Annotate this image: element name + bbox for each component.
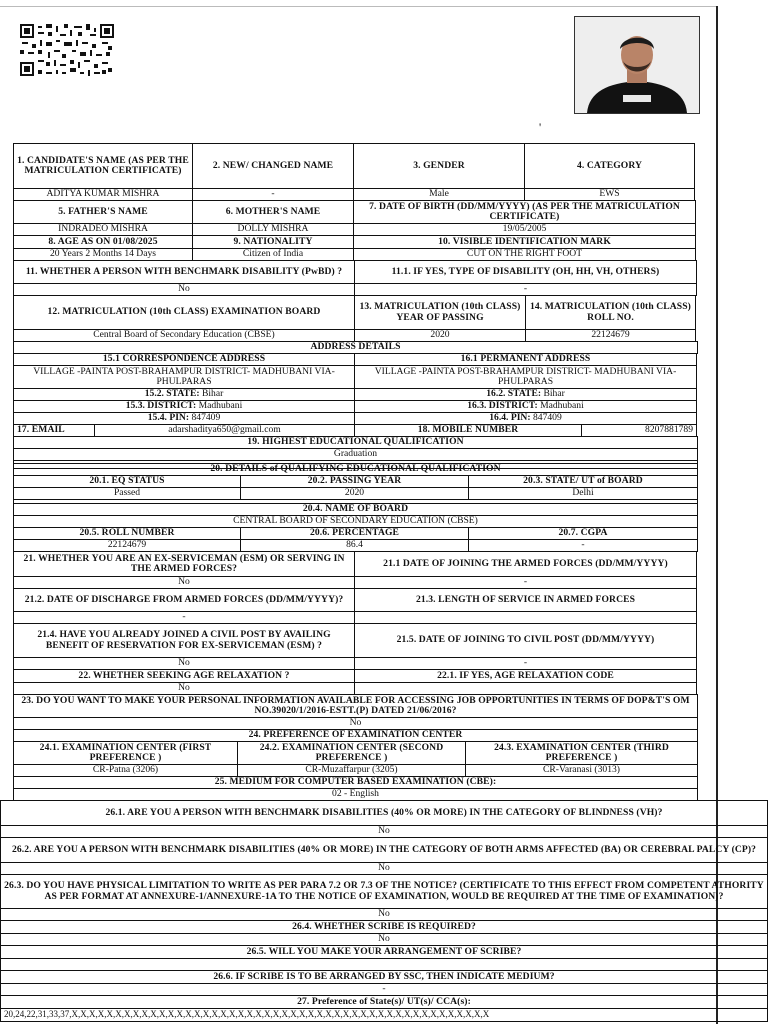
- scribe-medium-value: -: [0, 983, 768, 996]
- exam-center-first-header: 24.1. EXAMINATION CENTER (FIRST PREFERENCE ): [13, 741, 238, 765]
- highest-qualification-value: Graduation: [13, 448, 698, 461]
- exam-center-first-value: CR-Patna (3206): [13, 764, 238, 777]
- blindness-question-value: No: [0, 825, 768, 838]
- matric-roll-header: 14. MATRICULATION (10th CLASS) ROLL NO.: [525, 295, 696, 330]
- mobile-value: 8207881789: [581, 424, 697, 437]
- ex-serviceman-value: No: [13, 576, 355, 589]
- district-label: 16.3. DISTRICT:: [467, 400, 538, 412]
- cgpa-header: 20.7. CGPA: [468, 527, 698, 540]
- candidate-photo: [574, 16, 700, 114]
- exam-center-preference-header: 24. PREFERENCE OF EXAMINATION CENTER: [13, 729, 698, 742]
- page-border: [0, 6, 718, 7]
- candidate-name-value: ADITYA KUMAR MISHRA: [13, 188, 193, 201]
- exam-medium-value: 02 - English: [13, 788, 698, 801]
- father-name-value: INDRADEO MISHRA: [13, 223, 193, 236]
- armed-forces-joining-header: 21.1 DATE OF JOINING THE ARMED FORCES (DD/MM/YYYY): [354, 551, 697, 577]
- person-silhouette-icon: [575, 17, 699, 113]
- discharge-date-value: -: [13, 611, 355, 624]
- mobile-header: 18. MOBILE NUMBER: [354, 424, 582, 437]
- arms-cp-question-value: No: [0, 862, 768, 875]
- blindness-question-header: 26.1. ARE YOU A PERSON WITH BENCHMARK DISABILITIES (40% OR MORE) IN THE CATEGORY OF BLINDNESS (VH)?: [0, 800, 768, 826]
- district-label: 15.3. DISTRICT:: [125, 400, 197, 412]
- pin-value: 847409: [191, 412, 221, 424]
- age-header: 8. AGE AS ON 01/08/2025: [13, 235, 193, 249]
- scribe-medium-header: 26.6. IF SCRIBE IS TO BE ARRANGED BY SSC, THEN INDICATE MEDIUM?: [0, 970, 768, 984]
- matric-roll-value: 22124679: [525, 329, 696, 342]
- nationality-value: Citizen of India: [192, 248, 354, 261]
- job-info-consent-header: 23. DO YOU WANT TO MAKE YOUR PERSONAL INFORMATION AVAILABLE FOR ACCESSING JOB OPPORTUNITIES IN TERMS OF DOP&T'S OM NO.39020/1/2016-ESTT.(P) DATED 21/06/2016?: [13, 694, 698, 718]
- highest-qualification-header: 19. HIGHEST EDUCATIONAL QUALIFICATION: [13, 436, 698, 449]
- exam-center-third-value: CR-Varanasi (3013): [465, 764, 698, 777]
- exam-center-second-header: 24.2. EXAMINATION CENTER (SECOND PREFERENCE ): [237, 741, 466, 765]
- state-preference-value: 20,24,22,31,33,37,X,X,X,X,X,X,X,X,X,X,X,X,X,X,X,X,X,X,X,X,X,X,X,X,X,X,X,X,X,X,X,X,X,X,X,X,X,X,X,X,X,X,X,X,X,X,X,X: [0, 1008, 768, 1022]
- passing-year-value: 2020: [240, 487, 469, 500]
- board-name-header: 20.4. NAME OF BOARD: [13, 503, 698, 516]
- board-state-value: Delhi: [468, 487, 698, 500]
- civil-post-header: 21.4. HAVE YOU ALREADY JOINED A CIVIL POST BY AVAILING BENEFIT OF RESERVATION FOR EX-SERVICEMAN (ESM) ?: [13, 623, 355, 658]
- age-relaxation-code-header: 22.1. IF YES, AGE RELAXATION CODE: [354, 669, 697, 683]
- eq-status-header: 20.1. EQ STATUS: [13, 475, 241, 488]
- state-preference-header: 27. Preference of State(s)/ UT(s)/ CCA(s):: [0, 995, 768, 1009]
- dob-value: 19/05/2005: [353, 223, 696, 236]
- permanent-address-value: VILLAGE -PAINTA POST-BRAHAMPUR DISTRICT- MADHUBANI VIA-PHULPARAS: [354, 365, 697, 389]
- civil-post-value: No: [13, 657, 355, 670]
- matric-board-header: 12. MATRICULATION (10th CLASS) EXAMINATION BOARD: [13, 295, 355, 330]
- percentage-value: 86.4: [240, 539, 469, 552]
- permanent-address-header: 16.1 PERMANENT ADDRESS: [354, 353, 697, 366]
- civil-post-joining-value: -: [354, 657, 697, 670]
- arms-cp-question-header: 26.2. ARE YOU A PERSON WITH BENCHMARK DISABILITIES (40% OR MORE) IN THE CATEGORY OF BOTH ARMS AFFECTED (BA) OR CEREBRAL PALCY (CP)?: [0, 837, 768, 863]
- physical-limitation-value: No: [0, 908, 768, 921]
- state-value: Bihar: [201, 388, 224, 400]
- qualifying-details-header: 20. DETAILS of QUALIFYING EDUCATIONAL QUALIFICATION: [13, 463, 698, 476]
- passing-year-header: 20.2. PASSING YEAR: [240, 475, 469, 488]
- qr-code: [20, 24, 114, 76]
- percentage-header: 20.6. PERCENTAGE: [240, 527, 469, 540]
- pin-label: 16.4. PIN:: [489, 412, 531, 424]
- pin-label: 15.4. PIN:: [147, 412, 190, 424]
- pin-value: 847409: [532, 412, 562, 424]
- exam-medium-header: 25. MEDIUM FOR COMPUTER BASED EXAMINATION (CBE):: [13, 776, 698, 789]
- gender-value: Male: [353, 188, 525, 201]
- gender-header: 3. GENDER: [353, 143, 525, 189]
- pwbd-value: No: [13, 283, 355, 296]
- email-header: 17. EMAIL: [13, 424, 95, 437]
- age-relaxation-value: No: [13, 682, 355, 695]
- exam-center-third-header: 24.3. EXAMINATION CENTER (THIRD PREFERENCE ): [465, 741, 698, 765]
- age-value: 20 Years 2 Months 14 Days: [13, 248, 193, 261]
- category-header: 4. CATEGORY: [524, 143, 695, 189]
- armed-forces-joining-value: -: [354, 576, 697, 589]
- new-name-header: 2. NEW/ CHANGED NAME: [192, 143, 354, 189]
- identification-mark-header: 10. VISIBLE IDENTIFICATION MARK: [353, 235, 696, 249]
- disability-type-header: 11.1. IF YES, TYPE OF DISABILITY (OH, HH, VH, OTHERS): [354, 260, 697, 284]
- matric-board-value: Central Board of Secondary Education (CBSE): [13, 329, 355, 342]
- ex-serviceman-header: 21. WHETHER YOU ARE AN EX-SERVICEMAN (ESM) OR SERVING IN THE ARMED FORCES?: [13, 551, 355, 577]
- discharge-date-header: 21.2. DATE OF DISCHARGE FROM ARMED FORCES (DD/MM/YYYY)?: [13, 588, 355, 612]
- dob-header: 7. DATE OF BIRTH (DD/MM/YYYY) (AS PER THE MATRICULATION CERTIFICATE): [353, 200, 696, 224]
- scribe-required-header: 26.4. WHETHER SCRIBE IS REQUIRED?: [0, 920, 768, 934]
- scribe-arrangement-header: 26.5. WILL YOU MAKE YOUR ARRANGEMENT OF SCRIBE?: [0, 945, 768, 959]
- roll-number-value: 22124679: [13, 539, 241, 552]
- matric-year-value: 2020: [354, 329, 526, 342]
- state-label: 16.2. STATE:: [486, 388, 542, 400]
- state-label: 15.2. STATE:: [144, 388, 200, 400]
- length-of-service-header: 21.3. LENGTH OF SERVICE IN ARMED FORCES: [354, 588, 697, 612]
- candidate-name-header: 1. CANDIDATE'S NAME (AS PER THE MATRICULATION CERTIFICATE): [13, 143, 193, 189]
- father-name-header: 5. FATHER'S NAME: [13, 200, 193, 224]
- district-value: Madhubani: [540, 400, 584, 412]
- disability-type-value: -: [354, 283, 697, 296]
- age-relaxation-header: 22. WHETHER SEEKING AGE RELAXATION ?: [13, 669, 355, 683]
- application-details-table: [4, 143, 768, 1024]
- new-name-value: -: [192, 188, 354, 201]
- scribe-required-value: No: [0, 933, 768, 946]
- district-value: Madhubani: [198, 400, 243, 412]
- tick-mark: ': [539, 120, 542, 134]
- board-state-header: 20.3. STATE/ UT of BOARD: [468, 475, 698, 488]
- physical-limitation-header: 26.3. DO YOU HAVE PHYSICAL LIMITATION TO WRITE AS PER PARA 7.2 OR 7.3 OF THE NOTICE? (CERTIFICATE TO THIS EFFECT FROM COMPETENT ATHORITY AS PER FORMAT AT ANNEXURE-1/ANNEXURE-1A TO THE NOTICE OF EXAMINATION, WOULD BE REQUIRED AT THE TIME OF EXAMINATION)?: [0, 874, 768, 909]
- identification-mark-value: CUT ON THE RIGHT FOOT: [353, 248, 696, 261]
- job-info-consent-value: No: [13, 717, 698, 730]
- civil-post-joining-header: 21.5. DATE OF JOINING TO CIVIL POST (DD/MM/YYYY): [354, 623, 697, 658]
- matric-year-header: 13. MATRICULATION (10th CLASS) YEAR OF PASSING: [354, 295, 526, 330]
- category-value: EWS: [524, 188, 695, 201]
- email-value: adarshadityа650@gmail.com: [94, 424, 355, 437]
- mother-name-header: 6. MOTHER'S NAME: [192, 200, 354, 224]
- exam-center-second-value: CR-Muzaffarpur (3205): [237, 764, 466, 777]
- correspondence-address-value: VILLAGE -PAINTA POST-BRAHAMPUR DISTRICT- MADHUBANI VIA-PHULPARAS: [13, 365, 355, 389]
- board-name-value: CENTRAL BOARD OF SECONDARY EDUCATION (CBSE): [13, 515, 698, 528]
- correspondence-address-header: 15.1 CORRESPONDENCE ADDRESS: [13, 353, 355, 366]
- eq-status-value: Passed: [13, 487, 241, 500]
- nationality-header: 9. NATIONALITY: [192, 235, 354, 249]
- roll-number-header: 20.5. ROLL NUMBER: [13, 527, 241, 540]
- cgpa-value: -: [468, 539, 698, 552]
- mother-name-value: DOLLY MISHRA: [192, 223, 354, 236]
- state-value: Bihar: [543, 388, 565, 400]
- pwbd-header: 11. WHETHER A PERSON WITH BENCHMARK DISABILITY (PwBD) ?: [13, 260, 355, 284]
- address-details-title: ADDRESS DETAILS: [13, 341, 698, 354]
